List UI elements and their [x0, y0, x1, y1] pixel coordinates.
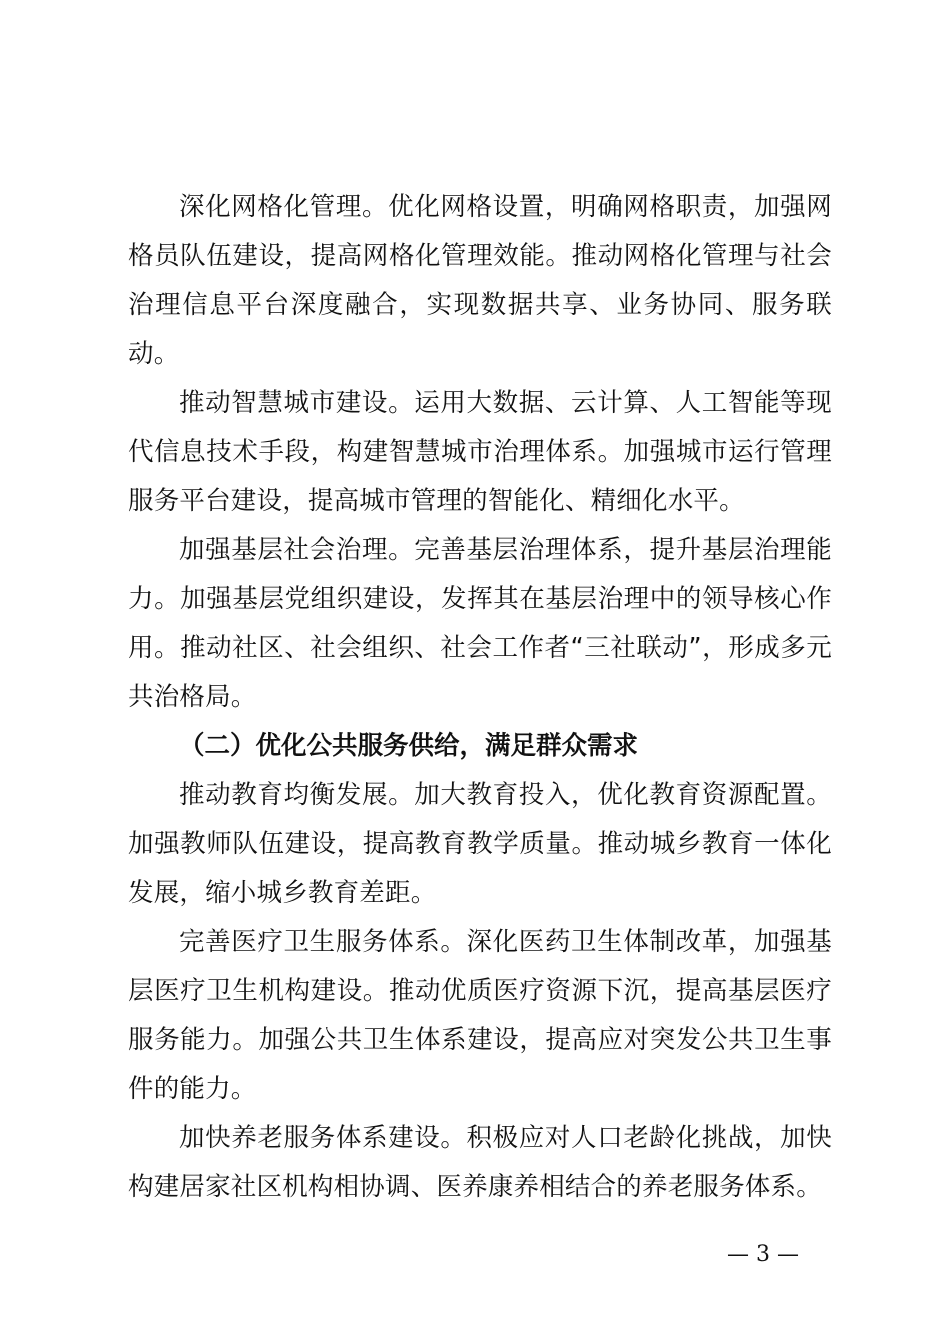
paragraph-grid-management: 深化网格化管理。优化网格设置，明确网格职责，加强网格员队伍建设，提高网格化管理效能。推动网格化管理与社会治理信息平台深度融合，实现数据共享、业务协同、服务联动。 [128, 192, 832, 369]
paragraph-elderly-care: 加快养老服务体系建设。积极应对人口老龄化挑战，加快构建居家社区机构相协调、医养康养相结合的养老服务体系。 [128, 1123, 832, 1202]
section-heading: （二）优化公共服务供给，满足群众需求 [179, 731, 639, 761]
page-number: — 3 — [727, 1242, 799, 1267]
paragraph-education: 推动教育均衡发展。加大教育投入，优化教育资源配置。加强教师队伍建设，提高教育教学质量。推动城乡教育一体化发展，缩小城乡教育差距。 [128, 780, 832, 908]
paragraph-smart-city: 推动智慧城市建设。运用大数据、云计算、人工智能等现代信息技术手段，构建智慧城市治理体系。加强城市运行管理服务平台建设，提高城市管理的智能化、精细化水平。 [128, 388, 832, 516]
paragraph-healthcare: 完善医疗卫生服务体系。深化医药卫生体制改革，加强基层医疗卫生机构建设。推动优质医疗资源下沉，提高基层医疗服务能力。加强公共卫生体系建设，提高应对突发公共卫生事件的能力。 [128, 927, 832, 1104]
paragraph-grassroots-governance: 加强基层社会治理。完善基层治理体系，提升基层治理能力。加强基层党组织建设，发挥其在基层治理中的领导核心作用。推动社区、社会组织、社会工作者“三社联动”，形成多元共治格局。 [128, 535, 832, 712]
document-body [128, 183, 832, 1212]
